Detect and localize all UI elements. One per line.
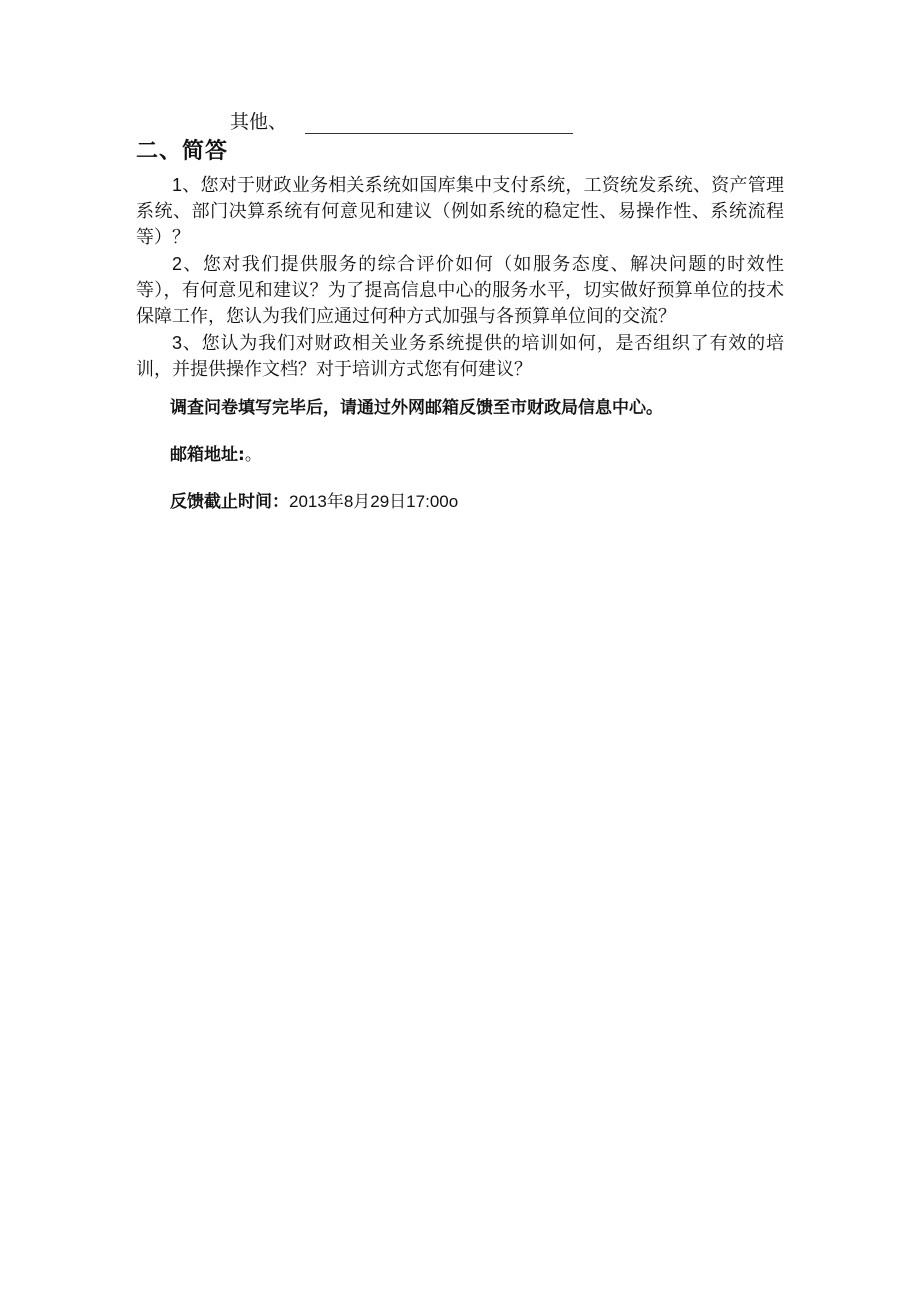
deadline-label: 反馈截止时间：	[170, 492, 289, 512]
deadline-value: 2013年8月29日17:00o	[289, 492, 459, 511]
question-number: 2	[172, 254, 183, 274]
question-text: 、您认为我们对财政相关业务系统提供的培训如何，是否组织了有效的培训，并提供操作文档？对于培训方式您有何建议？	[136, 333, 784, 380]
other-option-row	[230, 106, 573, 134]
email-label: 邮箱地址:	[170, 445, 245, 465]
question-list	[136, 172, 784, 383]
submit-instruction: 调查问卷填写完毕后，请通过外网邮箱反馈至市财政局信息中心。	[170, 398, 663, 418]
question-2	[136, 251, 784, 330]
question-number: 1	[172, 175, 183, 195]
question-1	[136, 172, 784, 251]
other-fill-in-blank[interactable]	[305, 113, 573, 134]
email-value: 。	[244, 445, 262, 464]
question-3	[136, 330, 784, 383]
email-line	[170, 443, 262, 467]
question-number: 3	[172, 333, 183, 353]
other-option-label: 其他、	[230, 111, 288, 133]
question-text: 、您对我们提供服务的综合评价如何（如服务态度、解决问题的时效性等），有何意见和建议？为了提高信息中心的服务水平，切实做好预算单位的技术保障工作，您认为我们应通过何种方式加强与各预算单位间的交流？	[136, 254, 784, 327]
question-text: 、您对于财政业务相关系统如国库集中支付系统，工资统发系统、资产管理系统、部门决算系统有何意见和建议（例如系统的稳定性、易操作性、系统流程等）？	[136, 175, 784, 248]
deadline-line	[170, 490, 458, 514]
section-title: 二、简答	[136, 139, 229, 164]
